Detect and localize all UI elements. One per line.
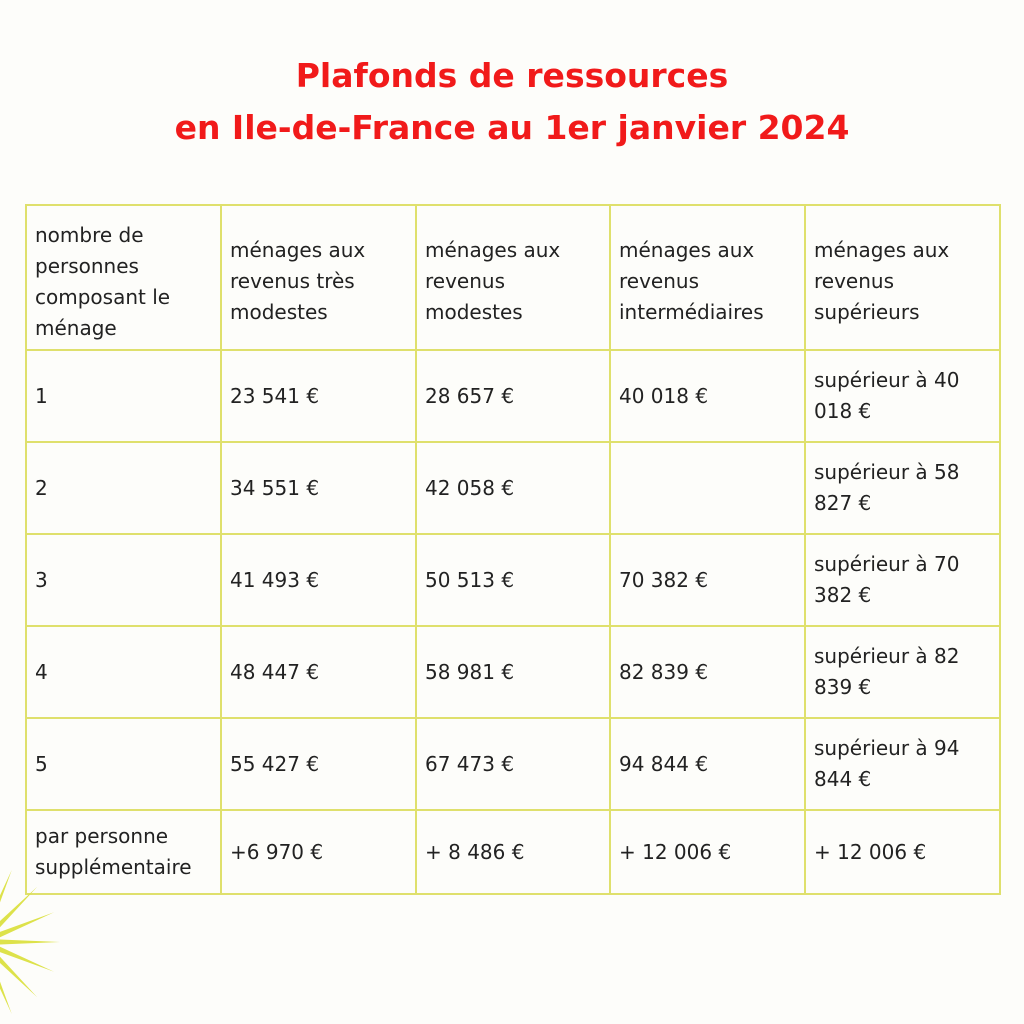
table-header-row bbox=[26, 205, 1000, 350]
cell-superior: supérieur à 70 382 € bbox=[805, 534, 1000, 626]
cell-very-modest: 41 493 € bbox=[221, 534, 416, 626]
title-line-2: en Ile-de-France au 1er janvier 2024 bbox=[174, 108, 850, 147]
cell-modest: 42 058 € bbox=[416, 442, 610, 534]
table-row bbox=[26, 626, 1000, 718]
header-modest: ménages aux revenus modestes bbox=[416, 205, 610, 350]
cell-very-modest: +6 970 € bbox=[221, 810, 416, 894]
cell-household-size: par personne supplémentaire bbox=[26, 810, 221, 894]
cell-intermediate: 40 018 € bbox=[610, 350, 805, 442]
header-intermediate: ménages aux revenus intermédiaires bbox=[610, 205, 805, 350]
cell-intermediate: 82 839 € bbox=[610, 626, 805, 718]
cell-superior: supérieur à 58 827 € bbox=[805, 442, 1000, 534]
cell-intermediate: 94 844 € bbox=[610, 718, 805, 810]
cell-very-modest: 48 447 € bbox=[221, 626, 416, 718]
cell-household-size: 5 bbox=[26, 718, 221, 810]
cell-superior: supérieur à 82 839 € bbox=[805, 626, 1000, 718]
cell-modest: 67 473 € bbox=[416, 718, 610, 810]
cell-household-size: 1 bbox=[26, 350, 221, 442]
sunburst-icon bbox=[0, 860, 80, 1024]
table-row bbox=[26, 350, 1000, 442]
cell-modest: 58 981 € bbox=[416, 626, 610, 718]
cell-superior: supérieur à 40 018 € bbox=[805, 350, 1000, 442]
cell-household-size: 2 bbox=[26, 442, 221, 534]
income-ceilings-table bbox=[25, 204, 1001, 895]
table-row bbox=[26, 718, 1000, 810]
sunburst-rays bbox=[0, 864, 60, 1020]
title-line-1: Plafonds de ressources bbox=[295, 56, 729, 95]
header-superior: ménages aux revenus supérieurs bbox=[805, 205, 1000, 350]
header-household-size: nombre de personnes composant le ménage bbox=[26, 205, 221, 350]
cell-superior: supérieur à 94 844 € bbox=[805, 718, 1000, 810]
table-row bbox=[26, 534, 1000, 626]
cell-modest: + 8 486 € bbox=[416, 810, 610, 894]
table-row bbox=[26, 810, 1000, 894]
cell-household-size: 4 bbox=[26, 626, 221, 718]
cell-household-size: 3 bbox=[26, 534, 221, 626]
page-title bbox=[0, 50, 1024, 154]
cell-intermediate bbox=[610, 442, 805, 534]
cell-intermediate: + 12 006 € bbox=[610, 810, 805, 894]
table-row bbox=[26, 442, 1000, 534]
cell-very-modest: 55 427 € bbox=[221, 718, 416, 810]
cell-superior: + 12 006 € bbox=[805, 810, 1000, 894]
cell-very-modest: 34 551 € bbox=[221, 442, 416, 534]
header-very-modest: ménages aux revenus très modestes bbox=[221, 205, 416, 350]
cell-intermediate: 70 382 € bbox=[610, 534, 805, 626]
cell-modest: 50 513 € bbox=[416, 534, 610, 626]
cell-very-modest: 23 541 € bbox=[221, 350, 416, 442]
cell-modest: 28 657 € bbox=[416, 350, 610, 442]
